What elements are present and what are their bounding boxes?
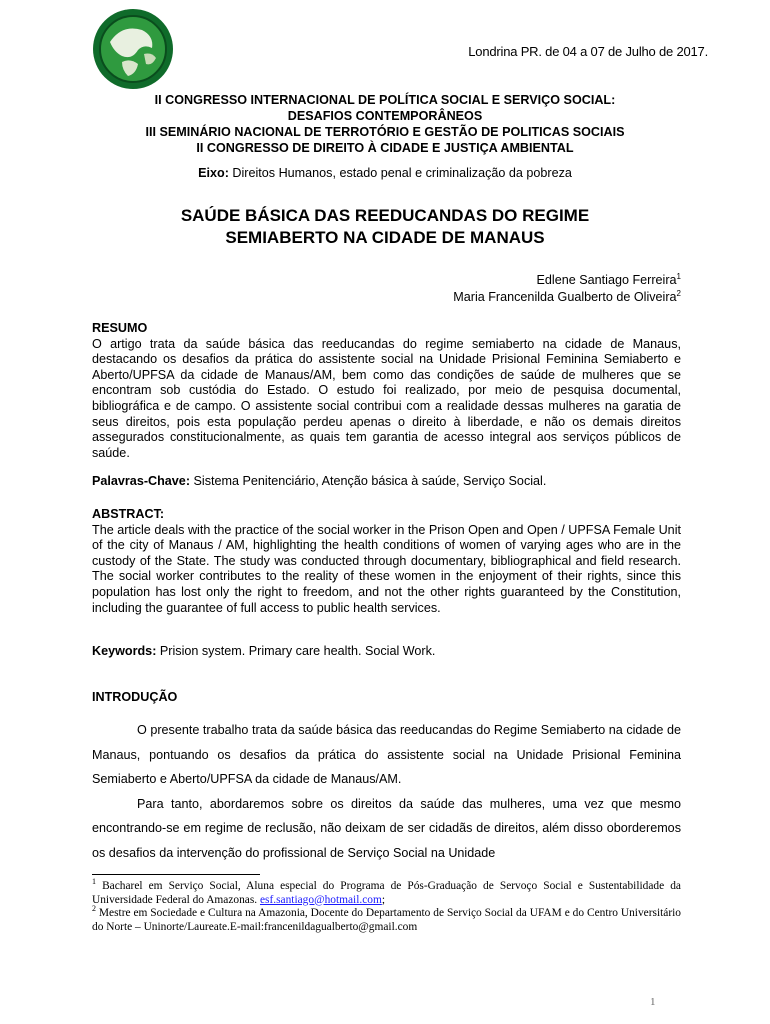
resumo-heading: RESUMO bbox=[92, 321, 148, 335]
palavras-label: Palavras-Chave: bbox=[92, 474, 191, 488]
abstract-text: The article deals with the practice of the social worker in the Prison Open and Open / UPFSA Female Unit of the city of Manaus / AM, highlighting the health conditions of women of varying ages who are in the custody of the State. The study was conducted through documentary, bibliographical and field research. The social worker contributes to the reality of these women in the enjoyment of their rights, since this population has lost only the right to freedom, and not the other rights guaranteed by the Constitution, including the guarantee of full access to public health services. bbox=[92, 522, 681, 615]
page-number: 1 bbox=[650, 996, 656, 1008]
footnotes bbox=[92, 877, 681, 934]
venue-date: Londrina PR. de 04 a 07 de Julho de 2017. bbox=[468, 44, 708, 59]
footnote-1: $^1$ Bacharel em Serviço Social, Aluna especial do Programa de Pós-Graduação de Servoço Social e Sustentabilidade da Universidade Federal do Amazonas. esf.santiago@hotmail.com; bbox=[92, 877, 681, 906]
footnote-email-link[interactable]: esf.santiago@hotmail.com bbox=[259, 893, 382, 906]
congress-line-2: DESAFIOS CONTEMPORÂNEOS bbox=[287, 109, 483, 123]
palavras-chave bbox=[92, 474, 681, 490]
author-item: Maria Francenilda Gualberto de Oliveira$^2$ bbox=[453, 288, 681, 304]
intro-heading: INTRODUÇÃO bbox=[92, 690, 178, 704]
footnote-divider bbox=[92, 874, 260, 875]
resumo-section bbox=[92, 321, 681, 461]
abstract-heading: ABSTRACT: bbox=[92, 507, 165, 521]
congress-line-3: III SEMINÁRIO NACIONAL DE TERROTÓRIO E GESTÃO DE POLITICAS SOCIAIS bbox=[145, 125, 625, 139]
eixo-text: Direitos Humanos, estado penal e criminalização da pobreza bbox=[232, 166, 572, 180]
author-list bbox=[453, 272, 681, 306]
congress-line-1: II CONGRESSO INTERNACIONAL DE POLÍTICA SOCIAL E SERVIÇO SOCIAL: bbox=[154, 93, 616, 107]
eixo-label: Eixo: bbox=[198, 166, 229, 180]
resumo-text: O artigo trata da saúde básica das reeducandas do regime semiaberto na cidade de Manaus, destacando os desafios da prática do assistente social na Unidade Prisional Feminina Semiaberto e Aberto/UPFSA da cidade de Manaus/AM, bem como das condições de saúde de mulheres que se encontram sob custódia do Estado. O estudo foi realizado, por meio de pesquisa documental, bibliográfica e de campo. O assistente social contribui com a realidade dessas mulheres na garatia de seus direitos, pois esta população perdeu apenas o direito à liberdade, e não os demais direitos assegurados constitucionalmente, as quais tem garantia de acesso integral aos serviços públicos de saúde. bbox=[92, 336, 681, 460]
congress-title bbox=[100, 92, 670, 156]
paper-title bbox=[100, 205, 670, 249]
keywords-text: Prision system. Primary care health. Social Work. bbox=[159, 644, 436, 658]
paper-title-line-2: SEMIABERTO NA CIDADE DE MANAUS bbox=[225, 228, 545, 247]
author-item: Edlene Santiago Ferreira$^1$ bbox=[536, 271, 681, 287]
palavras-text: Sistema Penitenciário, Atenção básica à saúde, Serviço Social. bbox=[193, 474, 547, 488]
congress-line-4: II CONGRESSO DE DIREITO À CIDADE E JUSTIÇA AMBIENTAL bbox=[196, 141, 574, 155]
keywords-label: Keywords: bbox=[92, 644, 157, 658]
intro-paragraph-1: O presente trabalho trata da saúde básica das reeducandas do Regime Semiaberto na cidade de Manaus, pontuando os desafios da prática do assistente social na Unidade Prisional Feminina Semiaberto e Aberto/UPFSA da cidade de Manaus/AM. bbox=[92, 723, 681, 786]
intro-body bbox=[92, 718, 681, 865]
intro-paragraph-2: Para tanto, abordaremos sobre os direitos da saúde das mulheres, uma vez que mesmo encontrando-se em regime de reclusão, não deixam de ser cidadãs de direitos, além disso oborderemos os desafios da intervenção do profissional de Serviço Social na Unidade bbox=[92, 796, 681, 860]
congress-globe-logo-icon bbox=[92, 8, 174, 90]
keywords bbox=[92, 644, 681, 660]
eixo-line bbox=[100, 166, 670, 180]
abstract-section bbox=[92, 507, 681, 616]
footnote-2: $^2$ Mestre em Sociedade e Cultura na Amazonia, Docente do Departamento de Serviço Social da UFAM e do Centro Universitário do Norte – Uninorte/Laureate.E-mail:francenildagualberto@gmail.com bbox=[92, 904, 681, 933]
paper-title-line-1: SAÚDE BÁSICA DAS REEDUCANDAS DO REGIME bbox=[180, 206, 590, 225]
